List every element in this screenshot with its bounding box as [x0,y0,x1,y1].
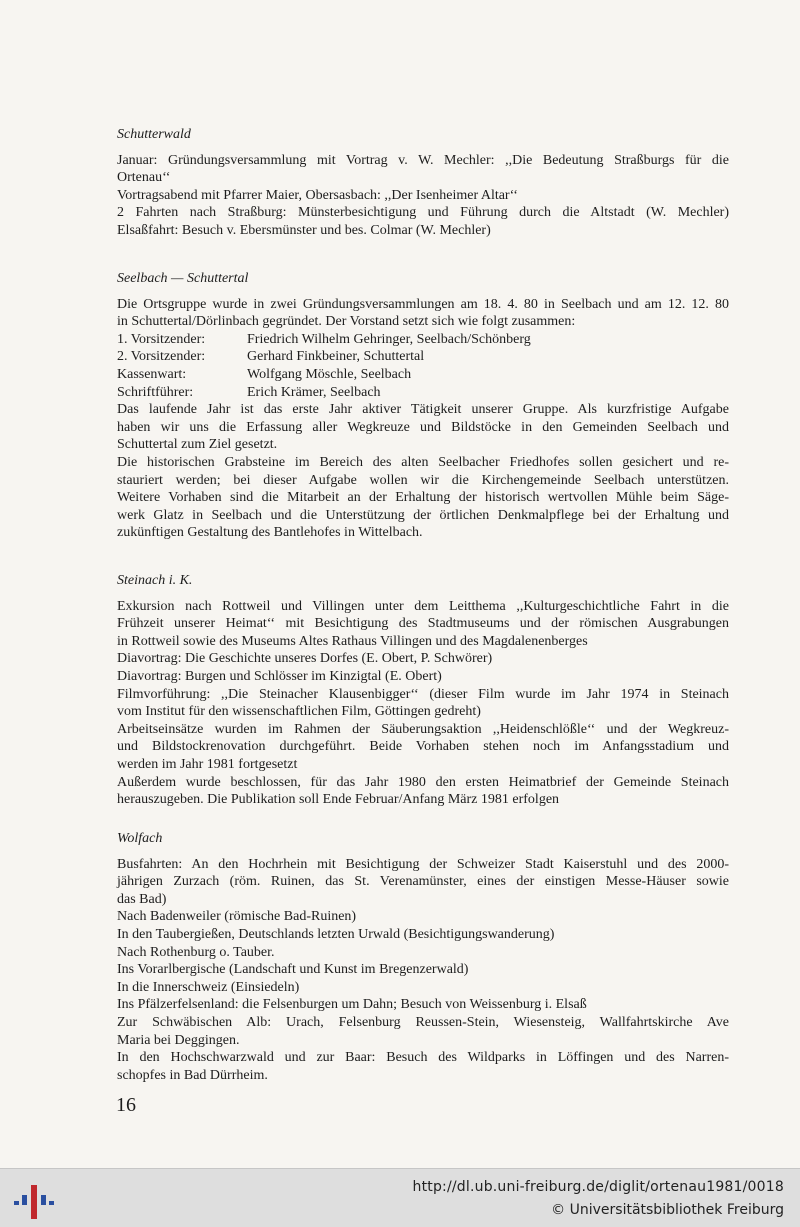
document-url[interactable]: http://dl.ub.uni-freiburg.de/diglit/ortenau1981/0018 [412,1179,784,1195]
text-line: Zur Schwäbischen Alb: Urach, Felsenburg Reussen-Stein, Wiesensteig, Wallfahrtskirche Ave [117,1014,729,1030]
section-heading: Steinach i. K. [117,573,193,588]
text-line: Diavortrag: Burgen und Schlösser im Kinzigtal (E. Obert) [117,668,442,684]
text-line: Diavortrag: Die Geschichte unseres Dorfes (E. Obert, P. Schwörer) [117,651,493,667]
officer-role: 2. Vorsitzender: [117,349,206,365]
text-line: Die Ortsgruppe wurde in zwei Gründungsversammlungen am 18. 4. 80 in Seelbach und am 12. 12. 80 [117,296,729,312]
text-line: Ins Vorarlbergische (Landschaft und Kunst im Bregenzerwald) [117,962,469,978]
page-number: 16 [116,1094,136,1116]
text-line: Ins Pfälzerfelsenland: die Felsenburgen um Dahn; Besuch von Weissenburg i. Elsaß [117,997,587,1013]
text-line: In den Taubergießen, Deutschlands letzten Urwald (Besichtigungswanderung) [117,926,555,942]
section-body [117,856,729,1085]
text-line: Schuttertal zum Ziel gesetzt. [117,437,278,453]
text-line: 2 Fahrten nach Straßburg: Münsterbesichtigung und Führung durch die Altstadt (W. Mechler) [117,205,729,221]
text-line: Elsaßfahrt: Besuch v. Ebersmünster und bes. Colmar (W. Mechler) [117,222,491,238]
text-line: Ortenau‘‘ [117,170,171,186]
footer-bar [0,1168,800,1227]
section-heading: Schutterwald [117,127,191,142]
text-line: Januar: Gründungsversammlung mit Vortrag v. W. Mechler: ,,Die Bedeutung Straßburgs für die [117,152,729,168]
text-line: Weitere Vorhaben sind die Mitarbeit an der Erhaltung der historisch wertvollen Mühle beim Säge- [117,490,729,506]
officer-role: Schriftführer: [117,384,194,400]
text-line: Busfahrten: An den Hochrhein mit Besichtigung der Schweizer Stadt Kaiserstuhl und des 2000- [117,856,729,872]
officer-role: Kassenwart: [117,366,187,382]
section-body [117,296,729,331]
text-line: Die historischen Grabsteine im Bereich des alten Seelbacher Friedhofes sollen gesichert und re- [117,454,729,470]
text-line: Außerdem wurde beschlossen, für das Jahr 1980 den ersten Heimatbrief der Gemeinde Steinach [117,774,729,790]
text-line: Exkursion nach Rottweil und Villingen unter dem Leitthema ,,Kulturgeschichtliche Fahrt in die [117,598,729,614]
text-line: Das laufende Jahr ist das erste Jahr aktiver Tätigkeit unserer Gruppe. Als kurzfristige Aufgabe [117,402,729,418]
text-line: in Schuttertal/Dörlinbach gegründet. Der Vorstand setzt sich wie folgt zusammen: [117,314,576,330]
text-line: werk Glatz in Seelbach und die Unterstützung der örtlichen Denkmalpflege bei der Erhaltung und [117,507,729,523]
section-schutterwald [117,126,729,240]
officer-role: 1. Vorsitzender: [117,331,206,347]
text-line: das Bad) [117,891,167,907]
text-line: Nach Rothenburg o. Tauber. [117,944,275,960]
section-heading: Wolfach [117,831,163,846]
officer-name: Gerhard Finkbeiner, Schuttertal [247,349,425,365]
section-wolfach [117,830,729,1084]
officer-name: Erich Krämer, Seelbach [247,384,381,400]
text-line: Nach Badenweiler (römische Bad-Ruinen) [117,909,357,925]
officers-list [117,331,729,401]
text-line: in Rottweil sowie des Museums Altes Rathaus Villingen und des Magdalenenberges [117,633,588,649]
copyright-notice: © Universitätsbibliothek Freiburg [551,1202,784,1218]
text-line: Filmvorführung: ,,Die Steinacher Klausenbigger‘‘ (dieser Film wurde im Jahr 1974 in Steinach [117,686,729,702]
section-seelbach-schuttertal [117,270,729,542]
section-body-continued [117,401,729,542]
officer-name: Wolfgang Möschle, Seelbach [247,366,412,382]
text-line: jährigen Zurzach (röm. Ruinen, das St. Verenamünster, eines der einstigen Messe-Häuser sowie [117,874,729,890]
text-line: zukünftigen Gestaltung des Bantlehofes in Wittelbach. [117,525,423,541]
text-line: werden im Jahr 1981 fortgesetzt [117,756,298,772]
section-steinach [117,572,729,809]
text-line: schopfes in Bad Dürrheim. [117,1067,268,1083]
text-line: herauszugeben. Die Publikation soll Ende Februar/Anfang März 1981 erfolgen [117,792,560,808]
text-line: stauriert werden; bei dieser Aufgabe wollen wir die Kirchengemeinde Seelbach unterstützen. [117,472,729,488]
text-line: Arbeitseinsätze wurden im Rahmen der Säuberungsaktion ,,Heidenschlößle‘‘ und der Wegkreuz- [117,721,729,737]
text-line: vom Institut für den wissenschaftlichen Film, Göttingen gedreht) [117,704,481,720]
section-body [117,152,729,240]
section-body [117,598,729,809]
text-line: In die Innerschweiz (Einsiedeln) [117,979,300,995]
officer-name: Friedrich Wilhelm Gehringer, Seelbach/Schönberg [247,331,531,347]
text-line: und Bildstockrenovation durchgeführt. Beide Vorhaben stehen noch im Anfangsstadium und [117,739,729,755]
text-line: Maria bei Deggingen. [117,1032,240,1048]
text-line: In den Hochschwarzwald und zur Baar: Besuch des Wildparks in Löffingen und des Narren- [117,1050,729,1066]
university-library-logo [10,1177,58,1219]
text-line: haben wir uns die Erfassung aller Wegkreuze und Bildstöcke in den Gemeinden Seelbach und [117,419,729,435]
text-line: Frühzeit unserer Heimat‘‘ mit Besichtigung des Stadtmuseums und der römischen Ausgrabungen [117,616,729,632]
text-line: Vortragsabend mit Pfarrer Maier, Obersasbach: ,,Der Isenheimer Altar‘‘ [117,187,518,203]
section-heading: Seelbach — Schuttertal [117,271,249,286]
